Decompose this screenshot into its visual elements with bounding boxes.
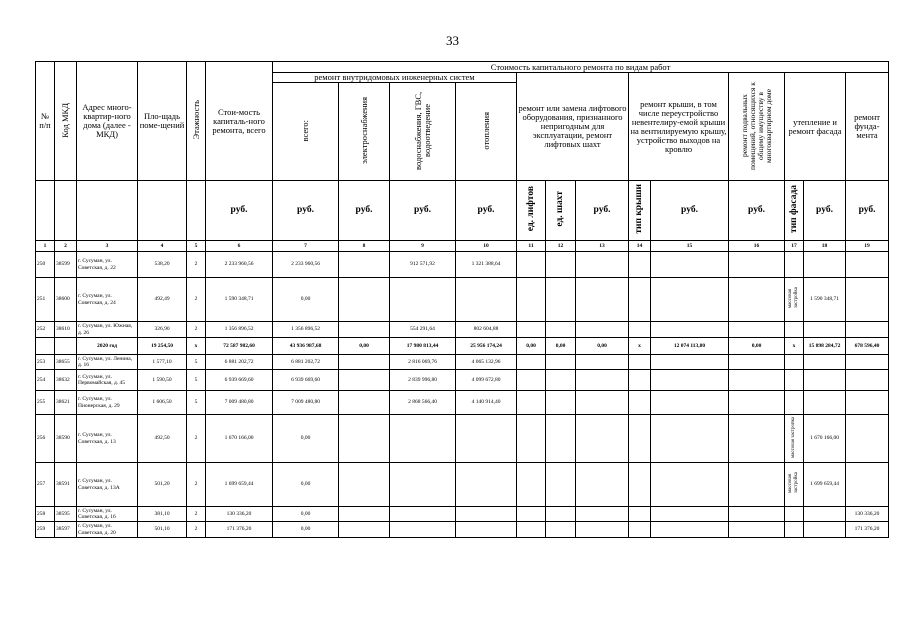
- row-roof-type: [629, 463, 651, 507]
- row-facade-type: [785, 370, 804, 391]
- row-foundation: [846, 322, 889, 338]
- row-el-units: [517, 322, 546, 338]
- row-code: 38632: [55, 370, 77, 391]
- row-floors: 5: [187, 391, 206, 415]
- row-facade-type: массовая застройка: [785, 463, 804, 507]
- row-eng-total: 0,00: [273, 507, 339, 522]
- row-electric: [339, 522, 390, 538]
- table-body: [36, 252, 889, 538]
- row-foundation: 130 336,20: [846, 507, 889, 522]
- header-heating: отопления: [456, 83, 517, 181]
- row-basement: [729, 507, 785, 522]
- row-basement: [729, 278, 785, 322]
- row-roof-type: [629, 415, 651, 463]
- header-floors: Этажность: [187, 62, 206, 181]
- row-el-shafts: [546, 391, 576, 415]
- page-number: 33: [446, 33, 459, 48]
- row-electric: 0,00: [339, 338, 390, 355]
- column-number: 7: [273, 241, 339, 252]
- row-eng-total: 0,00: [273, 522, 339, 538]
- row-heating: 4 140 914,40: [456, 391, 517, 415]
- column-number: 3: [77, 241, 138, 252]
- units-facade-cost: руб.: [804, 181, 846, 241]
- row-floors: 2: [187, 507, 206, 522]
- row-roof-cost: [651, 507, 729, 522]
- row-el-units: [517, 252, 546, 278]
- row-foundation: 678 596,40: [846, 338, 889, 355]
- row-water: [390, 507, 456, 522]
- row-basement: [729, 522, 785, 538]
- row-roof-type: [629, 507, 651, 522]
- units-elevators: ед. лифтов: [517, 181, 546, 241]
- row-heating: 4 065 132,96: [456, 355, 517, 370]
- capital-repair-cost-table: [35, 61, 889, 538]
- row-num: 255: [36, 391, 55, 415]
- row-roof-type: [629, 322, 651, 338]
- row-total: 1 670 166,00: [206, 415, 273, 463]
- row-el-units: 0,00: [517, 338, 546, 355]
- row-water: [390, 415, 456, 463]
- table-row: [36, 370, 889, 391]
- units-heating: руб.: [456, 181, 517, 241]
- row-floors: 2: [187, 278, 206, 322]
- row-foundation: [846, 355, 889, 370]
- row-code: 38621: [55, 391, 77, 415]
- column-number: 11: [517, 241, 546, 252]
- row-eng-total: 0,00: [273, 415, 339, 463]
- row-area: 1 590,50: [138, 370, 187, 391]
- header-code: Код МКД: [55, 62, 77, 181]
- row-address: г. Сусуман, ул. Пионерская, д. 29: [77, 391, 138, 415]
- row-num: 251: [36, 278, 55, 322]
- row-water: 17 980 813,44: [390, 338, 456, 355]
- row-num: 258: [36, 507, 55, 522]
- row-water: 554 291,64: [390, 322, 456, 338]
- row-floors: 5: [187, 370, 206, 391]
- row-heating: 802 604,88: [456, 322, 517, 338]
- column-number: 6: [206, 241, 273, 252]
- row-basement: [729, 463, 785, 507]
- column-number-row: [36, 241, 889, 252]
- row-el-units: [517, 391, 546, 415]
- row-heating: [456, 522, 517, 538]
- row-foundation: 171 376,20: [846, 522, 889, 538]
- row-total: 72 587 982,60: [206, 338, 273, 355]
- row-el-shafts: [546, 522, 576, 538]
- column-number: 5: [187, 241, 206, 252]
- row-facade-cost: 1 670 166,00: [804, 415, 846, 463]
- row-roof-cost: [651, 415, 729, 463]
- column-number: 17: [785, 241, 804, 252]
- row-el-cost: [576, 322, 629, 338]
- row-eng-total: 6 939 669,60: [273, 370, 339, 391]
- row-roof-cost: [651, 370, 729, 391]
- row-el-cost: [576, 252, 629, 278]
- row-heating: [456, 415, 517, 463]
- row-area: 1 577,10: [138, 355, 187, 370]
- row-area: 501,20: [138, 463, 187, 507]
- row-electric: [339, 322, 390, 338]
- units-basement: руб.: [729, 181, 785, 241]
- row-area: 19 254,50: [138, 338, 187, 355]
- units-facade-type: тип фасада: [785, 181, 804, 241]
- row-facade-type: массовая застройка: [785, 415, 804, 463]
- row-total: 2 233 960,56: [206, 252, 273, 278]
- header-facade: утепление и ремонт фасада: [785, 73, 846, 181]
- row-facade-type: [785, 507, 804, 522]
- row-heating: 4 099 672,80: [456, 370, 517, 391]
- table-row: [36, 322, 889, 338]
- row-eng-total: 7 009 480,80: [273, 391, 339, 415]
- row-foundation: [846, 415, 889, 463]
- row-el-cost: [576, 463, 629, 507]
- header-group-title: Стоимость капитального ремонта по видам работ: [273, 62, 889, 73]
- units-water: руб.: [390, 181, 456, 241]
- row-water: 2 839 996,80: [390, 370, 456, 391]
- row-floors: 2: [187, 252, 206, 278]
- row-el-cost: 0,00: [576, 338, 629, 355]
- header-foundation: ремонт фунда-мента: [846, 73, 889, 181]
- row-el-shafts: [546, 322, 576, 338]
- row-facade-type: массовая застройка: [785, 278, 804, 322]
- header-basement: ремонт подвальных помещений, относящихся к общему имуществу в многоквартирном доме: [729, 73, 785, 181]
- row-roof-cost: [651, 391, 729, 415]
- row-num: [36, 338, 55, 355]
- row-electric: [339, 415, 390, 463]
- row-eng-total: 1 356 896,52: [273, 322, 339, 338]
- row-el-units: [517, 370, 546, 391]
- row-roof-cost: [651, 355, 729, 370]
- row-electric: [339, 370, 390, 391]
- row-facade-cost: [804, 252, 846, 278]
- row-total: 6 939 669,60: [206, 370, 273, 391]
- table-row: [36, 252, 889, 278]
- header-water: водоснабжения, ГВС, водоотведение: [390, 83, 456, 181]
- row-facade-cost: [804, 370, 846, 391]
- row-el-cost: [576, 415, 629, 463]
- year-total-row: [36, 338, 889, 355]
- row-facade-type: [785, 252, 804, 278]
- row-address: г. Сусуман, ул. Советская, д. 24: [77, 278, 138, 322]
- row-basement: 0,00: [729, 338, 785, 355]
- column-number: 13: [576, 241, 629, 252]
- row-el-units: [517, 507, 546, 522]
- row-code: 38655: [55, 355, 77, 370]
- row-code: 38591: [55, 463, 77, 507]
- row-basement: [729, 370, 785, 391]
- column-number: 19: [846, 241, 889, 252]
- header-roof: ремонт крыши, в том числе переустройство невентелиру-емой крыши на вентилируемую крышу, устройство выходов на кровлю: [629, 73, 729, 181]
- row-area: 492,49: [138, 278, 187, 322]
- row-basement: [729, 355, 785, 370]
- row-area: 381,10: [138, 507, 187, 522]
- column-number: 18: [804, 241, 846, 252]
- row-el-shafts: 0,00: [546, 338, 576, 355]
- row-heating: [456, 278, 517, 322]
- table-row: [36, 278, 889, 322]
- row-el-units: [517, 415, 546, 463]
- row-code: 38599: [55, 252, 77, 278]
- row-floors: x: [187, 338, 206, 355]
- header-total-cost: Стои-мость капиталь-ного ремонта, всего: [206, 62, 273, 181]
- column-number: 8: [339, 241, 390, 252]
- units-eng-total: руб.: [273, 181, 339, 241]
- row-water: [390, 522, 456, 538]
- row-el-shafts: [546, 415, 576, 463]
- header-elevator: ремонт или замена лифтового оборудования, признанного непригодным для эксплуатации, ремонт лифтовых шахт: [517, 73, 629, 181]
- row-roof-type: [629, 278, 651, 322]
- row-el-cost: [576, 370, 629, 391]
- table-row: [36, 415, 889, 463]
- column-number: 15: [651, 241, 729, 252]
- row-address: г. Сусуман, ул. Первомайская, д. 45: [77, 370, 138, 391]
- row-facade-type: [785, 355, 804, 370]
- row-el-units: [517, 278, 546, 322]
- units-empty-4: [138, 181, 187, 241]
- row-foundation: [846, 278, 889, 322]
- row-total: 1 356 896,52: [206, 322, 273, 338]
- header-area: Пло-щадь поме-щений: [138, 62, 187, 181]
- row-facade-cost: [804, 322, 846, 338]
- row-foundation: [846, 370, 889, 391]
- row-eng-total: 43 936 987,68: [273, 338, 339, 355]
- row-el-shafts: [546, 278, 576, 322]
- column-number: 1: [36, 241, 55, 252]
- table-row: [36, 355, 889, 370]
- row-electric: [339, 507, 390, 522]
- row-electric: [339, 463, 390, 507]
- table-row: [36, 391, 889, 415]
- row-basement: [729, 391, 785, 415]
- column-number: 2: [55, 241, 77, 252]
- row-eng-total: 6 881 202,72: [273, 355, 339, 370]
- row-el-shafts: [546, 507, 576, 522]
- row-facade-type: [785, 391, 804, 415]
- units-shafts: ед. шахт: [546, 181, 576, 241]
- header-electric: электроснабжения: [339, 83, 390, 181]
- row-electric: [339, 355, 390, 370]
- row-roof-cost: [651, 252, 729, 278]
- row-num: 257: [36, 463, 55, 507]
- table-row: [36, 522, 889, 538]
- row-facade-cost: 15 898 284,72: [804, 338, 846, 355]
- row-total: 130 336,20: [206, 507, 273, 522]
- header-engineering: ремонт внутридомовых инженерных систем: [273, 73, 517, 83]
- row-total: 1 699 659,44: [206, 463, 273, 507]
- units-electric: руб.: [339, 181, 390, 241]
- row-area: 326,90: [138, 322, 187, 338]
- units-elevator-cost: руб.: [576, 181, 629, 241]
- row-roof-type: [629, 252, 651, 278]
- row-address: г. Сусуман, ул. Советская, д. 13А: [77, 463, 138, 507]
- row-water: 2 816 069,76: [390, 355, 456, 370]
- row-facade-type: [785, 322, 804, 338]
- row-facade-cost: [804, 355, 846, 370]
- row-roof-type: [629, 522, 651, 538]
- row-address: г. Сусуман, ул. Советская, д. 13: [77, 415, 138, 463]
- row-total: 171 376,20: [206, 522, 273, 538]
- row-area: 538,20: [138, 252, 187, 278]
- row-roof-type: x: [629, 338, 651, 355]
- row-num: 256: [36, 415, 55, 463]
- table-row: [36, 507, 889, 522]
- units-roof-type: тип крыши: [629, 181, 651, 241]
- row-num: 259: [36, 522, 55, 538]
- row-el-units: [517, 522, 546, 538]
- row-el-shafts: [546, 355, 576, 370]
- row-water: [390, 463, 456, 507]
- row-floors: 2: [187, 415, 206, 463]
- column-number: 12: [546, 241, 576, 252]
- row-eng-total: 0,00: [273, 463, 339, 507]
- units-roof-cost: руб.: [651, 181, 729, 241]
- row-floors: 2: [187, 522, 206, 538]
- row-address: г. Сусуман, ул. Ленина, д. 16: [77, 355, 138, 370]
- row-heating: [456, 463, 517, 507]
- row-roof-cost: [651, 278, 729, 322]
- row-address: г. Сусуман, ул. Советская, д. 16: [77, 507, 138, 522]
- row-code: 38595: [55, 507, 77, 522]
- row-el-cost: [576, 507, 629, 522]
- row-area: 501,10: [138, 522, 187, 538]
- row-total: 7 009 480,80: [206, 391, 273, 415]
- row-area: 492,50: [138, 415, 187, 463]
- row-address: г. Сусуман, ул. Советская, д. 20: [77, 522, 138, 538]
- row-el-cost: [576, 391, 629, 415]
- row-basement: [729, 415, 785, 463]
- units-empty-5: [187, 181, 206, 241]
- row-basement: [729, 322, 785, 338]
- row-electric: [339, 278, 390, 322]
- row-water: [390, 278, 456, 322]
- row-foundation: [846, 463, 889, 507]
- row-el-units: [517, 463, 546, 507]
- row-heating: [456, 507, 517, 522]
- column-number: 14: [629, 241, 651, 252]
- row-code: 38600: [55, 278, 77, 322]
- row-num: 250: [36, 252, 55, 278]
- row-roof-type: [629, 391, 651, 415]
- row-code: 38610: [55, 322, 77, 338]
- row-num: 254: [36, 370, 55, 391]
- row-roof-cost: [651, 522, 729, 538]
- row-el-units: [517, 355, 546, 370]
- row-eng-total: 2 233 960,56: [273, 252, 339, 278]
- header-eng-total: всего:: [273, 83, 339, 181]
- row-water: 912 571,92: [390, 252, 456, 278]
- row-roof-cost: [651, 322, 729, 338]
- row-floors: 2: [187, 322, 206, 338]
- column-number: 9: [390, 241, 456, 252]
- units-foundation: руб.: [846, 181, 889, 241]
- row-foundation: [846, 391, 889, 415]
- row-heating: 25 956 174,24: [456, 338, 517, 355]
- units-total-cost: руб.: [206, 181, 273, 241]
- row-code: 38597: [55, 522, 77, 538]
- row-electric: [339, 252, 390, 278]
- row-total: 1 590 348,71: [206, 278, 273, 322]
- row-facade-cost: 1 590 348,71: [804, 278, 846, 322]
- column-number: 10: [456, 241, 517, 252]
- row-el-cost: [576, 278, 629, 322]
- row-num: 253: [36, 355, 55, 370]
- row-foundation: [846, 252, 889, 278]
- row-facade-cost: [804, 507, 846, 522]
- row-facade-cost: [804, 391, 846, 415]
- row-el-shafts: [546, 370, 576, 391]
- row-roof-cost: 12 074 113,80: [651, 338, 729, 355]
- units-empty-1: [36, 181, 55, 241]
- table-row: [36, 463, 889, 507]
- header-address: Адрес много-квартир-ного дома (далее - МКД): [77, 62, 138, 181]
- row-el-cost: [576, 355, 629, 370]
- row-eng-total: 0,00: [273, 278, 339, 322]
- row-address: г. Сусуман, ул. Советская, д. 22: [77, 252, 138, 278]
- units-empty-2: [55, 181, 77, 241]
- column-number: 4: [138, 241, 187, 252]
- row-water: 2 868 566,40: [390, 391, 456, 415]
- row-heating: 1 321 388,64: [456, 252, 517, 278]
- row-facade-cost: 1 699 659,44: [804, 463, 846, 507]
- row-floors: 2: [187, 463, 206, 507]
- row-roof-type: [629, 355, 651, 370]
- row-el-shafts: [546, 252, 576, 278]
- row-code: 38590: [55, 415, 77, 463]
- units-empty-3: [77, 181, 138, 241]
- row-address: г. Сусуман, ул. Южная, д. 26: [77, 322, 138, 338]
- row-facade-cost: [804, 522, 846, 538]
- row-num: 252: [36, 322, 55, 338]
- row-facade-type: [785, 522, 804, 538]
- row-el-shafts: [546, 463, 576, 507]
- row-floors: 5: [187, 355, 206, 370]
- row-roof-cost: [651, 463, 729, 507]
- header-num: № п/п: [36, 62, 55, 181]
- row-el-cost: [576, 522, 629, 538]
- row-electric: [339, 391, 390, 415]
- row-basement: [729, 252, 785, 278]
- row-address: 2020 год: [77, 338, 138, 355]
- row-facade-type: x: [785, 338, 804, 355]
- column-number: 16: [729, 241, 785, 252]
- row-area: 1 606,50: [138, 391, 187, 415]
- row-code: [55, 338, 77, 355]
- row-roof-type: [629, 370, 651, 391]
- row-total: 6 881 202,72: [206, 355, 273, 370]
